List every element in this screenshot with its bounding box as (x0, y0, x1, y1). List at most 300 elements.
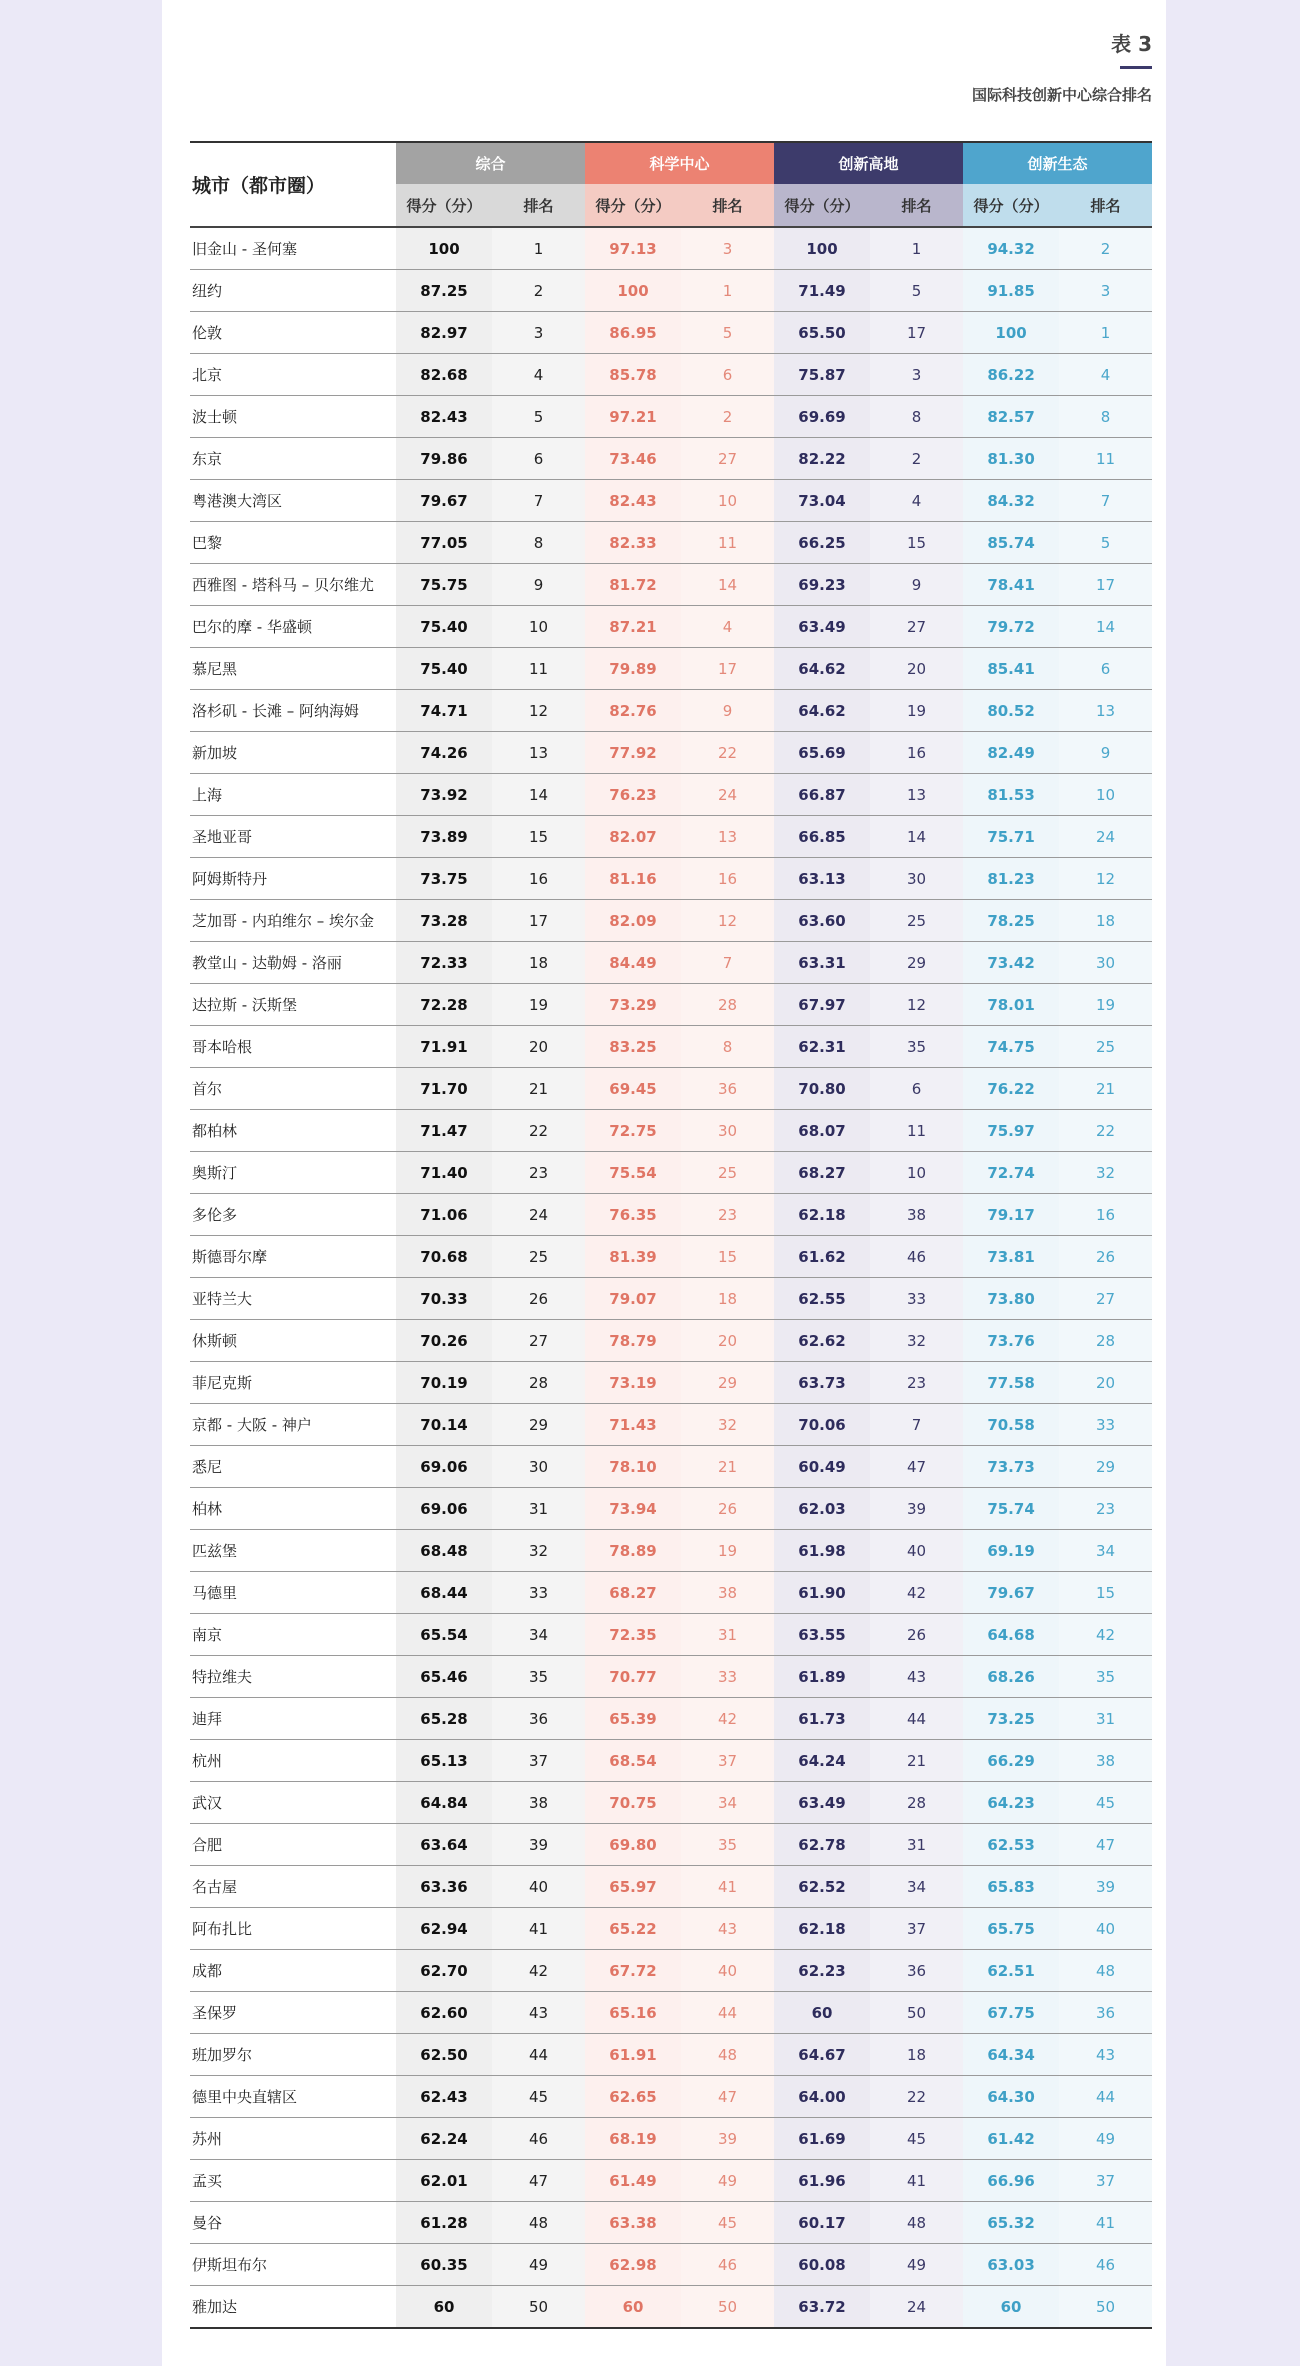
overall-rank-cell: 37 (492, 1740, 585, 1782)
highland-score-cell: 61.96 (774, 2160, 870, 2202)
science-rank-cell: 21 (681, 1446, 774, 1488)
ecosystem-rank-cell: 11 (1059, 438, 1152, 480)
science-score-cell: 70.77 (585, 1656, 681, 1698)
highland-score-cell: 61.89 (774, 1656, 870, 1698)
table-row (190, 732, 1152, 774)
score-column-header: 得分（分） (585, 184, 681, 227)
science-score-cell: 79.89 (585, 648, 681, 690)
ecosystem-rank-cell: 44 (1059, 2076, 1152, 2118)
ecosystem-score-cell: 64.30 (963, 2076, 1059, 2118)
overall-rank-cell: 30 (492, 1446, 585, 1488)
table-row (190, 354, 1152, 396)
science-score-cell: 100 (585, 270, 681, 312)
science-rank-cell: 26 (681, 1488, 774, 1530)
ecosystem-rank-cell: 37 (1059, 2160, 1152, 2202)
table-row (190, 2118, 1152, 2160)
city-name-cell: 哥本哈根 (190, 1026, 396, 1068)
table-row (190, 2286, 1152, 2329)
table-row (190, 1362, 1152, 1404)
highland-rank-cell: 10 (870, 1152, 963, 1194)
city-name-cell: 伊斯坦布尔 (190, 2244, 396, 2286)
overall-rank-cell: 29 (492, 1404, 585, 1446)
overall-score-cell: 70.14 (396, 1404, 492, 1446)
highland-score-cell: 60.49 (774, 1446, 870, 1488)
ecosystem-score-cell: 81.23 (963, 858, 1059, 900)
overall-score-cell: 82.97 (396, 312, 492, 354)
science-rank-cell: 41 (681, 1866, 774, 1908)
overall-score-cell: 70.68 (396, 1236, 492, 1278)
ecosystem-score-cell: 85.74 (963, 522, 1059, 564)
city-name-cell: 杭州 (190, 1740, 396, 1782)
overall-score-cell: 65.46 (396, 1656, 492, 1698)
highland-rank-cell: 35 (870, 1026, 963, 1068)
overall-score-cell: 70.26 (396, 1320, 492, 1362)
table-row (190, 1236, 1152, 1278)
ecosystem-rank-cell: 34 (1059, 1530, 1152, 1572)
overall-rank-cell: 22 (492, 1110, 585, 1152)
highland-score-cell: 61.98 (774, 1530, 870, 1572)
overall-score-cell: 68.44 (396, 1572, 492, 1614)
overall-score-cell: 79.86 (396, 438, 492, 480)
overall-rank-cell: 11 (492, 648, 585, 690)
highland-score-cell: 100 (774, 227, 870, 270)
science-score-cell: 69.45 (585, 1068, 681, 1110)
science-rank-cell: 15 (681, 1236, 774, 1278)
science-rank-cell: 47 (681, 2076, 774, 2118)
ecosystem-rank-cell: 12 (1059, 858, 1152, 900)
science-rank-cell: 30 (681, 1110, 774, 1152)
city-name-cell: 洛杉矶 - 长滩 – 阿纳海姆 (190, 690, 396, 732)
city-name-cell: 巴黎 (190, 522, 396, 564)
table-row (190, 522, 1152, 564)
science-rank-cell: 42 (681, 1698, 774, 1740)
highland-score-cell: 61.90 (774, 1572, 870, 1614)
table-row (190, 1950, 1152, 1992)
highland-score-cell: 63.49 (774, 1782, 870, 1824)
overall-score-cell: 75.40 (396, 606, 492, 648)
science-rank-cell: 37 (681, 1740, 774, 1782)
science-rank-cell: 36 (681, 1068, 774, 1110)
table-row (190, 1698, 1152, 1740)
highland-rank-cell: 32 (870, 1320, 963, 1362)
ecosystem-rank-cell: 31 (1059, 1698, 1152, 1740)
city-name-cell: 名古屋 (190, 1866, 396, 1908)
science-score-cell: 63.38 (585, 2202, 681, 2244)
highland-rank-cell: 3 (870, 354, 963, 396)
ecosystem-score-cell: 81.53 (963, 774, 1059, 816)
ecosystem-score-cell: 69.19 (963, 1530, 1059, 1572)
highland-score-cell: 62.55 (774, 1278, 870, 1320)
ecosystem-rank-cell: 39 (1059, 1866, 1152, 1908)
science-rank-cell: 9 (681, 690, 774, 732)
ecosystem-score-cell: 72.74 (963, 1152, 1059, 1194)
table-row (190, 1278, 1152, 1320)
ecosystem-score-cell: 65.32 (963, 2202, 1059, 2244)
highland-rank-cell: 2 (870, 438, 963, 480)
overall-rank-cell: 35 (492, 1656, 585, 1698)
ecosystem-rank-cell: 32 (1059, 1152, 1152, 1194)
overall-score-cell: 70.19 (396, 1362, 492, 1404)
science-score-cell: 61.91 (585, 2034, 681, 2076)
table-row (190, 774, 1152, 816)
ecosystem-rank-cell: 47 (1059, 1824, 1152, 1866)
overall-score-cell: 73.75 (396, 858, 492, 900)
ecosystem-score-cell: 77.58 (963, 1362, 1059, 1404)
highland-score-cell: 66.87 (774, 774, 870, 816)
table-row (190, 1572, 1152, 1614)
ecosystem-rank-cell: 9 (1059, 732, 1152, 774)
city-name-cell: 合肥 (190, 1824, 396, 1866)
highland-rank-cell: 1 (870, 227, 963, 270)
city-name-cell: 雅加达 (190, 2286, 396, 2329)
overall-rank-cell: 47 (492, 2160, 585, 2202)
highland-rank-cell: 7 (870, 1404, 963, 1446)
overall-rank-cell: 6 (492, 438, 585, 480)
score-column-header: 得分（分） (774, 184, 870, 227)
ecosystem-rank-cell: 15 (1059, 1572, 1152, 1614)
overall-rank-cell: 3 (492, 312, 585, 354)
ecosystem-rank-cell: 49 (1059, 2118, 1152, 2160)
science-score-cell: 72.35 (585, 1614, 681, 1656)
ecosystem-score-cell: 64.34 (963, 2034, 1059, 2076)
table-row (190, 438, 1152, 480)
highland-score-cell: 61.62 (774, 1236, 870, 1278)
city-name-cell: 苏州 (190, 2118, 396, 2160)
overall-score-cell: 60.35 (396, 2244, 492, 2286)
overall-rank-cell: 48 (492, 2202, 585, 2244)
table-row (190, 1194, 1152, 1236)
table-row (190, 396, 1152, 438)
ranking-table (190, 141, 1152, 2329)
rank-column-header: 排名 (492, 184, 585, 227)
highland-score-cell: 64.00 (774, 2076, 870, 2118)
science-score-cell: 78.79 (585, 1320, 681, 1362)
overall-rank-cell: 36 (492, 1698, 585, 1740)
rank-column-header: 排名 (681, 184, 774, 227)
overall-rank-cell: 1 (492, 227, 585, 270)
overall-score-cell: 62.94 (396, 1908, 492, 1950)
overall-rank-cell: 20 (492, 1026, 585, 1068)
science-rank-cell: 39 (681, 2118, 774, 2160)
highland-score-cell: 71.49 (774, 270, 870, 312)
highland-score-cell: 60.17 (774, 2202, 870, 2244)
science-score-cell: 82.33 (585, 522, 681, 564)
science-score-cell: 97.21 (585, 396, 681, 438)
overall-rank-cell: 27 (492, 1320, 585, 1362)
science-rank-cell: 23 (681, 1194, 774, 1236)
highland-score-cell: 62.23 (774, 1950, 870, 1992)
table-row (190, 858, 1152, 900)
highland-score-cell: 69.23 (774, 564, 870, 606)
science-rank-cell: 16 (681, 858, 774, 900)
overall-score-cell: 73.28 (396, 900, 492, 942)
ecosystem-score-cell: 66.96 (963, 2160, 1059, 2202)
ecosystem-score-cell: 63.03 (963, 2244, 1059, 2286)
highland-rank-cell: 37 (870, 1908, 963, 1950)
highland-rank-cell: 34 (870, 1866, 963, 1908)
ecosystem-rank-cell: 25 (1059, 1026, 1152, 1068)
ecosystem-score-cell: 78.01 (963, 984, 1059, 1026)
science-score-cell: 72.75 (585, 1110, 681, 1152)
highland-score-cell: 63.31 (774, 942, 870, 984)
highland-rank-cell: 45 (870, 2118, 963, 2160)
highland-score-cell: 75.87 (774, 354, 870, 396)
highland-rank-cell: 14 (870, 816, 963, 858)
highland-rank-cell: 8 (870, 396, 963, 438)
city-name-cell: 阿姆斯特丹 (190, 858, 396, 900)
city-name-cell: 斯德哥尔摩 (190, 1236, 396, 1278)
highland-rank-cell: 49 (870, 2244, 963, 2286)
ecosystem-rank-cell: 50 (1059, 2286, 1152, 2329)
overall-score-cell: 62.50 (396, 2034, 492, 2076)
overall-score-cell: 62.43 (396, 2076, 492, 2118)
ecosystem-score-cell: 80.52 (963, 690, 1059, 732)
highland-score-cell: 63.60 (774, 900, 870, 942)
science-score-cell: 60 (585, 2286, 681, 2329)
overall-score-cell: 71.91 (396, 1026, 492, 1068)
table-row (190, 1782, 1152, 1824)
ecosystem-rank-cell: 38 (1059, 1740, 1152, 1782)
table-row (190, 2034, 1152, 2076)
overall-rank-cell: 7 (492, 480, 585, 522)
overall-rank-cell: 19 (492, 984, 585, 1026)
highland-rank-cell: 33 (870, 1278, 963, 1320)
overall-score-cell: 71.40 (396, 1152, 492, 1194)
city-name-cell: 京都 - 大阪 - 神户 (190, 1404, 396, 1446)
overall-rank-cell: 45 (492, 2076, 585, 2118)
science-rank-cell: 7 (681, 942, 774, 984)
table-row (190, 1110, 1152, 1152)
table-row (190, 480, 1152, 522)
ecosystem-score-cell: 60 (963, 2286, 1059, 2329)
overall-rank-cell: 2 (492, 270, 585, 312)
ecosystem-rank-cell: 48 (1059, 1950, 1152, 1992)
overall-score-cell: 62.24 (396, 2118, 492, 2160)
table-row (190, 1824, 1152, 1866)
overall-rank-cell: 8 (492, 522, 585, 564)
science-score-cell: 83.25 (585, 1026, 681, 1068)
ecosystem-score-cell: 67.75 (963, 1992, 1059, 2034)
science-score-cell: 65.22 (585, 1908, 681, 1950)
highland-score-cell: 66.85 (774, 816, 870, 858)
overall-rank-cell: 5 (492, 396, 585, 438)
overall-rank-cell: 32 (492, 1530, 585, 1572)
science-rank-cell: 22 (681, 732, 774, 774)
rank-column-header: 排名 (870, 184, 963, 227)
science-rank-cell: 32 (681, 1404, 774, 1446)
science-score-cell: 73.94 (585, 1488, 681, 1530)
highland-score-cell: 62.62 (774, 1320, 870, 1362)
science-rank-cell: 29 (681, 1362, 774, 1404)
highland-score-cell: 67.97 (774, 984, 870, 1026)
highland-rank-cell: 16 (870, 732, 963, 774)
city-name-cell: 柏林 (190, 1488, 396, 1530)
science-score-cell: 77.92 (585, 732, 681, 774)
science-rank-cell: 6 (681, 354, 774, 396)
highland-rank-cell: 31 (870, 1824, 963, 1866)
ecosystem-score-cell: 73.25 (963, 1698, 1059, 1740)
city-name-cell: 上海 (190, 774, 396, 816)
city-name-cell: 武汉 (190, 1782, 396, 1824)
science-score-cell: 76.23 (585, 774, 681, 816)
science-score-cell: 65.39 (585, 1698, 681, 1740)
science-rank-cell: 48 (681, 2034, 774, 2076)
science-score-cell: 73.29 (585, 984, 681, 1026)
city-name-cell: 曼谷 (190, 2202, 396, 2244)
ecosystem-score-cell: 100 (963, 312, 1059, 354)
ecosystem-rank-cell: 19 (1059, 984, 1152, 1026)
highland-score-cell: 65.69 (774, 732, 870, 774)
science-rank-cell: 44 (681, 1992, 774, 2034)
table-row (190, 1068, 1152, 1110)
highland-rank-cell: 46 (870, 1236, 963, 1278)
table-title: 国际科技创新中心综合排名 (971, 86, 1152, 104)
science-score-cell: 82.07 (585, 816, 681, 858)
ecosystem-rank-cell: 1 (1059, 312, 1152, 354)
ecosystem-score-cell: 75.97 (963, 1110, 1059, 1152)
table-row (190, 1908, 1152, 1950)
table-row (190, 2244, 1152, 2286)
ecosystem-score-cell: 74.75 (963, 1026, 1059, 1068)
city-name-cell: 阿布扎比 (190, 1908, 396, 1950)
science-rank-cell: 5 (681, 312, 774, 354)
city-name-cell: 北京 (190, 354, 396, 396)
ecosystem-rank-cell: 24 (1059, 816, 1152, 858)
city-name-cell: 慕尼黑 (190, 648, 396, 690)
science-score-cell: 69.80 (585, 1824, 681, 1866)
science-score-cell: 65.16 (585, 1992, 681, 2034)
ecosystem-score-cell: 61.42 (963, 2118, 1059, 2160)
ecosystem-rank-cell: 23 (1059, 1488, 1152, 1530)
ecosystem-rank-cell: 40 (1059, 1908, 1152, 1950)
ecosystem-rank-cell: 41 (1059, 2202, 1152, 2244)
city-name-cell: 德里中央直辖区 (190, 2076, 396, 2118)
science-rank-cell: 34 (681, 1782, 774, 1824)
table-row (190, 816, 1152, 858)
ecosystem-rank-cell: 29 (1059, 1446, 1152, 1488)
city-name-cell: 达拉斯 - 沃斯堡 (190, 984, 396, 1026)
highland-score-cell: 60.08 (774, 2244, 870, 2286)
science-rank-cell: 28 (681, 984, 774, 1026)
overall-rank-cell: 18 (492, 942, 585, 984)
overall-rank-cell: 4 (492, 354, 585, 396)
science-rank-cell: 10 (681, 480, 774, 522)
science-score-cell: 68.54 (585, 1740, 681, 1782)
highland-score-cell: 63.55 (774, 1614, 870, 1656)
highland-rank-cell: 11 (870, 1110, 963, 1152)
overall-rank-cell: 21 (492, 1068, 585, 1110)
highland-score-cell: 69.69 (774, 396, 870, 438)
science-score-cell: 82.76 (585, 690, 681, 732)
table-row (190, 942, 1152, 984)
overall-rank-cell: 41 (492, 1908, 585, 1950)
science-score-cell: 81.72 (585, 564, 681, 606)
overall-score-cell: 63.36 (396, 1866, 492, 1908)
overall-score-cell: 82.68 (396, 354, 492, 396)
ecosystem-score-cell: 73.73 (963, 1446, 1059, 1488)
overall-score-cell: 71.06 (396, 1194, 492, 1236)
table-row (190, 648, 1152, 690)
science-rank-cell: 1 (681, 270, 774, 312)
highland-rank-cell: 21 (870, 1740, 963, 1782)
overall-score-cell: 71.70 (396, 1068, 492, 1110)
ecosystem-rank-cell: 7 (1059, 480, 1152, 522)
science-score-cell: 87.21 (585, 606, 681, 648)
overall-score-cell: 75.75 (396, 564, 492, 606)
highland-rank-cell: 44 (870, 1698, 963, 1740)
ecosystem-score-cell: 68.26 (963, 1656, 1059, 1698)
science-rank-cell: 49 (681, 2160, 774, 2202)
city-name-cell: 西雅图 - 塔科马 – 贝尔维尤 (190, 564, 396, 606)
overall-score-cell: 60 (396, 2286, 492, 2329)
ecosystem-score-cell: 73.81 (963, 1236, 1059, 1278)
ecosystem-score-cell: 78.25 (963, 900, 1059, 942)
ecosystem-score-cell: 73.42 (963, 942, 1059, 984)
highland-score-cell: 62.31 (774, 1026, 870, 1068)
table-row (190, 312, 1152, 354)
highland-rank-cell: 6 (870, 1068, 963, 1110)
science-rank-cell: 35 (681, 1824, 774, 1866)
table-row (190, 1026, 1152, 1068)
highland-score-cell: 70.06 (774, 1404, 870, 1446)
highland-score-cell: 64.62 (774, 690, 870, 732)
table-row (190, 1152, 1152, 1194)
ecosystem-score-cell: 82.57 (963, 396, 1059, 438)
highland-rank-cell: 50 (870, 1992, 963, 2034)
overall-score-cell: 70.33 (396, 1278, 492, 1320)
science-score-cell: 76.35 (585, 1194, 681, 1236)
ecosystem-rank-cell: 2 (1059, 227, 1152, 270)
science-rank-cell: 8 (681, 1026, 774, 1068)
overall-score-cell: 74.26 (396, 732, 492, 774)
ecosystem-score-cell: 91.85 (963, 270, 1059, 312)
rank-column-header: 排名 (1059, 184, 1152, 227)
highland-rank-cell: 23 (870, 1362, 963, 1404)
highland-rank-cell: 27 (870, 606, 963, 648)
overall-rank-cell: 39 (492, 1824, 585, 1866)
table-row (190, 690, 1152, 732)
science-score-cell: 73.46 (585, 438, 681, 480)
city-name-cell: 多伦多 (190, 1194, 396, 1236)
table-row (190, 900, 1152, 942)
overall-score-cell: 64.84 (396, 1782, 492, 1824)
city-name-cell: 菲尼克斯 (190, 1362, 396, 1404)
overall-score-cell: 72.28 (396, 984, 492, 1026)
overall-rank-cell: 28 (492, 1362, 585, 1404)
ecosystem-rank-cell: 8 (1059, 396, 1152, 438)
science-score-cell: 67.72 (585, 1950, 681, 1992)
ecosystem-rank-cell: 6 (1059, 648, 1152, 690)
city-name-cell: 亚特兰大 (190, 1278, 396, 1320)
highland-score-cell: 62.78 (774, 1824, 870, 1866)
ecosystem-rank-cell: 27 (1059, 1278, 1152, 1320)
highland-rank-cell: 39 (870, 1488, 963, 1530)
overall-rank-cell: 13 (492, 732, 585, 774)
overall-rank-cell: 23 (492, 1152, 585, 1194)
highland-rank-cell: 9 (870, 564, 963, 606)
science-rank-cell: 17 (681, 648, 774, 690)
ecosystem-score-cell: 82.49 (963, 732, 1059, 774)
table-row (190, 1992, 1152, 2034)
overall-rank-cell: 26 (492, 1278, 585, 1320)
city-name-cell: 悉尼 (190, 1446, 396, 1488)
highland-rank-cell: 38 (870, 1194, 963, 1236)
ecosystem-score-cell: 79.17 (963, 1194, 1059, 1236)
science-rank-cell: 14 (681, 564, 774, 606)
city-name-cell: 波士顿 (190, 396, 396, 438)
science-rank-cell: 46 (681, 2244, 774, 2286)
highland-score-cell: 62.18 (774, 1194, 870, 1236)
